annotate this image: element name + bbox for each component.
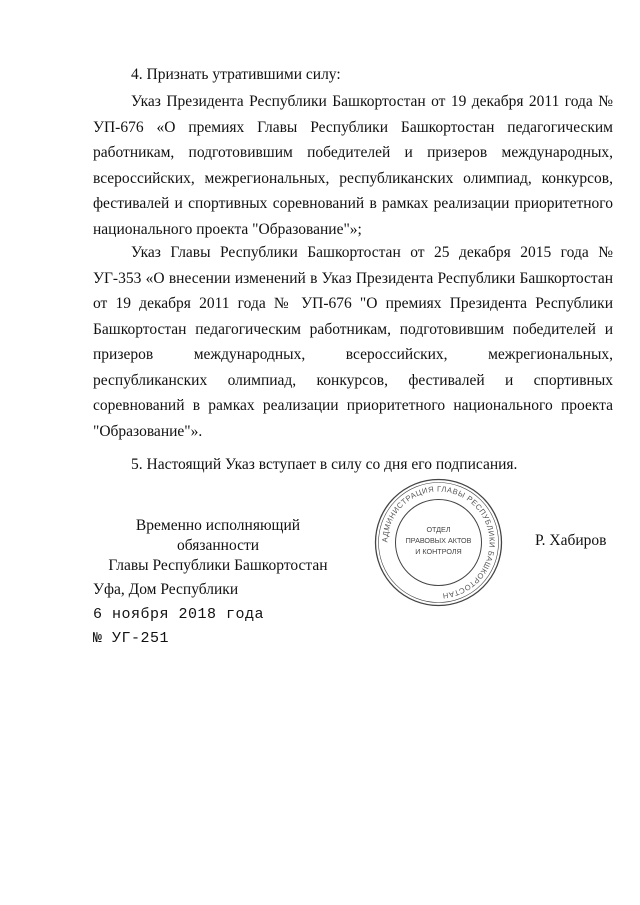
- signatory-name: Р. Хабиров: [535, 532, 607, 549]
- stamp-inner-line-1: ОТДЕЛ: [426, 525, 451, 534]
- stamp-ring-text: АДМИНИСТРАЦИЯ ГЛАВЫ РЕСПУБЛИКИ БАШКОРТОСТАН: [380, 484, 497, 601]
- stamp-inner-line-2: ПРАВОВЫХ АКТОВ: [405, 536, 472, 545]
- signatory-title-line-2: Главы Республики Башкортостан: [108, 557, 328, 574]
- signatory-title-line-1: Временно исполняющий обязанности: [135, 517, 301, 554]
- decree-paragraph-1: Указ Президента Республики Башкортостан от 19 декабря 2011 года № УП-676 «О премиях Главы Республики Башкортостан педагогическим работникам, подготовившим победителей и призеров международных, всероссийских, межрегиональных, республиканских олимпиад, конкурсов, фестивалей и спортивных соревнований в рамках реализации приоритетного национального проекта "Образование"»;: [93, 93, 613, 238]
- item-4: 4. Признать утратившими силу:: [131, 66, 341, 83]
- official-stamp-seal: [372, 476, 505, 609]
- decree-paragraph-2: Указ Главы Республики Башкортостан от 25 декабря 2015 года № УГ-353 «О внесении изменений в Указ Президента Республики Башкортостан от 19 декабря 2011 года № УП-676 "О премиях Президента Республики Башкортостан педагогическим работникам, подготовившим победителей и призеров международных, всероссийских, межрегиональных, республиканских олимпиад, конкурсов, фестивалей и спортивных соревнований в рамках реализации приоритетного национального проекта "Образование"».: [93, 244, 613, 440]
- signing-place: Уфа, Дом Республики: [93, 581, 239, 598]
- signatory-title: [93, 516, 343, 576]
- signing-date: 6 ноября 2018 года: [93, 606, 265, 623]
- stamp-inner-line-3: И КОНТРОЛЯ: [415, 547, 462, 556]
- decree-number: № УГ-251: [93, 630, 170, 647]
- item-5: 5. Настоящий Указ вступает в силу со дня его подписания.: [131, 456, 518, 473]
